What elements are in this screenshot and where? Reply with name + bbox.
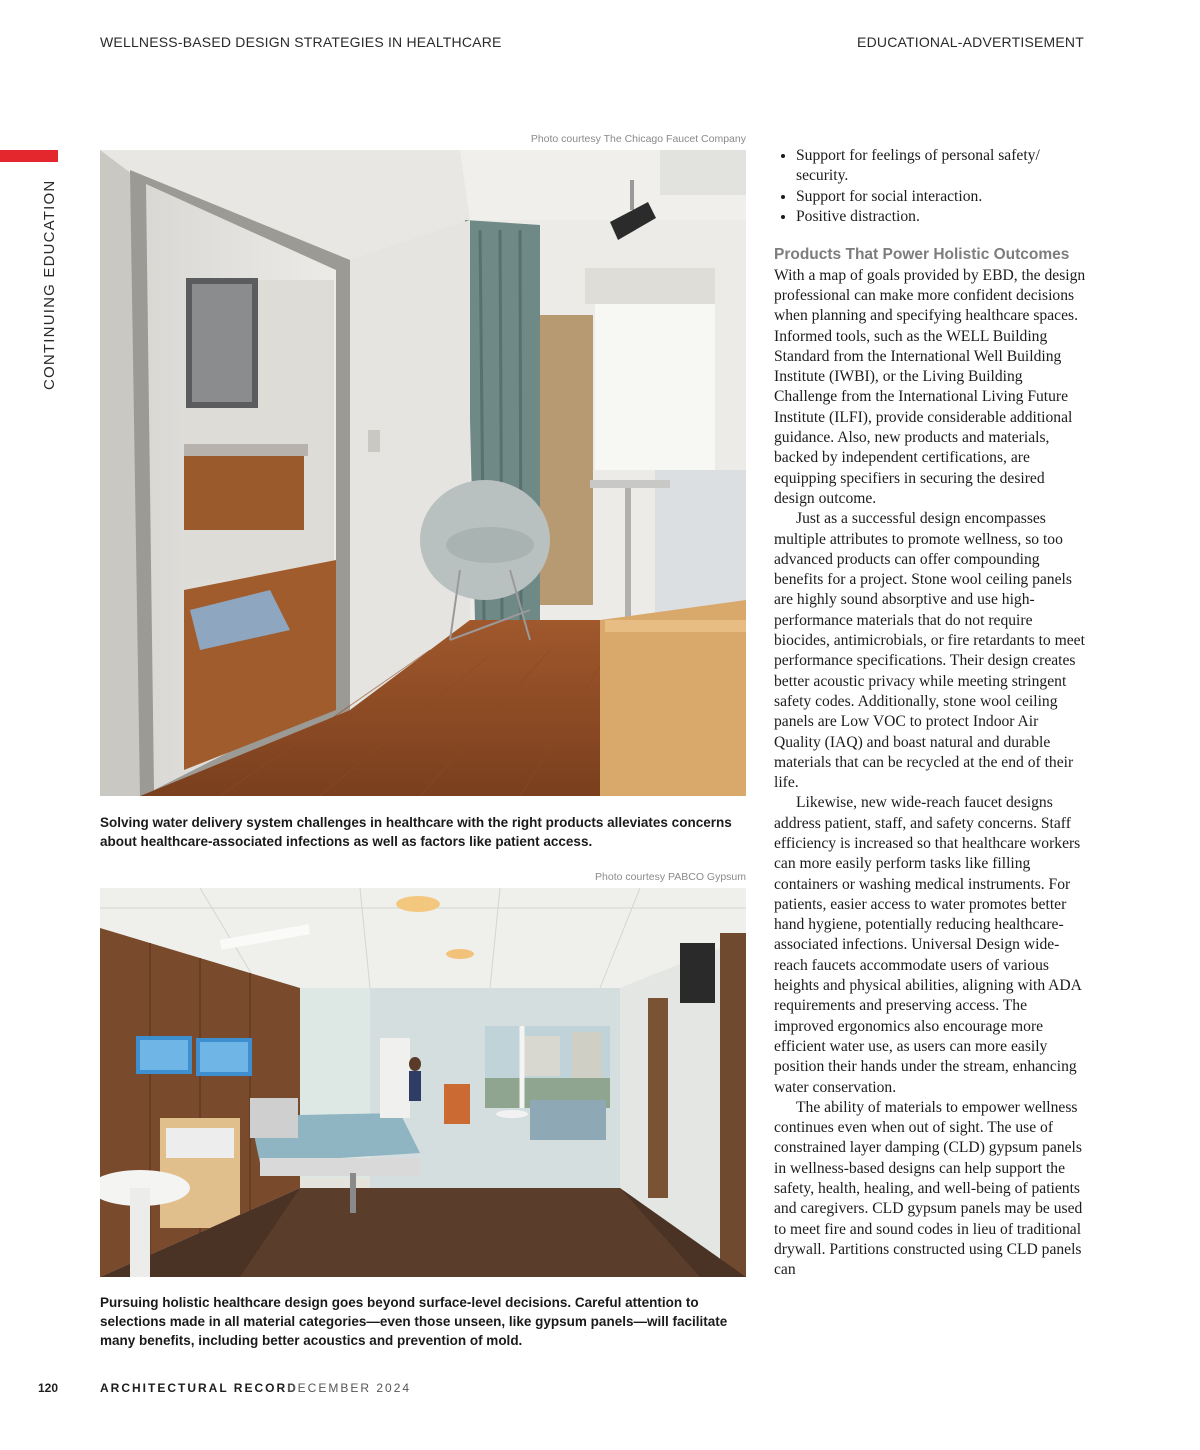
- page-number: 120: [38, 1381, 59, 1395]
- photo-credit-2: Photo courtesy PABCO Gypsum: [595, 871, 746, 883]
- photo-credit-1: Photo courtesy The Chicago Faucet Company: [530, 133, 746, 145]
- issue-date: DECEMBER 2024: [287, 1381, 412, 1395]
- article-column: [774, 146, 1086, 1281]
- body-paragraph: Just as a successful design encompasses multiple attributes to promote wellness, so too advanced products can offer compounding benefits for a project. Stone wool ceiling panels are highly sound absorptive and use high-performance materials that do not require biocides, antimicrobials, or fire retardants to meet performance specifications. Their design creates better acoustic privacy while meeting stringent safety codes. Additionally, stone wool ceiling panels are Low VOC to protect Indoor Air Quality (IAQ) and boast natural and durable materials that can be recycled at the end of their life.: [774, 510, 1085, 792]
- body-paragraph: The ability of materials to empower wellness continues even when out of sight. The use of constrained layer damping (CLD) gypsum panels in wellness-based designs can help support the safety, health, healing, and well-being of patients and caregivers. CLD gypsum panels may be used to meet fire and sound codes in lieu of traditional drywall. Partitions constructed using CLD panels can: [774, 1098, 1083, 1279]
- section-tab-marker: [0, 150, 58, 162]
- photo-caption-2: Pursuing holistic healthcare design goes beyond surface-level decisions. Careful attention to selections made in all material categories—even those unseen, like gypsum panels—will facilitate many benefits, including better acoustics and prevention of mold.: [100, 1295, 728, 1348]
- body-paragraph: Likewise, new wide-reach faucet designs address patient, staff, and safety concerns. Staff efficiency is increased so that healthcare workers can more easily perform tasks like filling containers or washing medical instruments. For patients, easier access to water promotes better hand hygiene, potentially reducing healthcare-associated infections. Universal Design wide-reach faucets accommodate users of various heights and physical abilities, aligning with ADA requirements and preserving access. The improved ergonomics also encourage more efficient water use, as users can more easily position their hands under the stream, enhancing water conservation.: [774, 794, 1082, 1096]
- body-paragraph: With a map of goals provided by EBD, the design professional can make more confident decisions when planning and specifying healthcare spaces. Informed tools, such as the WELL Building Standard from the International Well Building Institute (IWBI), or the Living Building Challenge from the International Living Future Institute (ILFI), provide considerable additional guidance. Also, new products and materials, backed by independent certifications, are equipping specifiers in securing the desired design outcome.: [774, 266, 1086, 507]
- publication-name: ARCHITECTURAL RECORD: [100, 1381, 298, 1395]
- bullet-item: • Support for feelings of personal safety/ security.: [796, 146, 1086, 187]
- bullet-item: • Support for social interaction.: [796, 187, 1086, 207]
- section-side-label: CONTINUING EDUCATION: [41, 179, 58, 390]
- bullet-item: • Positive distraction.: [796, 207, 1086, 227]
- running-header-title: WELLNESS-BASED DESIGN STRATEGIES IN HEALTHCARE: [100, 34, 502, 50]
- photo-patient-room: [100, 888, 746, 1277]
- section-heading: Products That Power Holistic Outcomes: [774, 246, 1070, 264]
- bullet-list: [774, 146, 1086, 227]
- photo-hospital-room-bathroom: [100, 150, 746, 796]
- running-header-label: EDUCATIONAL-ADVERTISEMENT: [857, 34, 1084, 50]
- photo-caption-1: Solving water delivery system challenges in healthcare with the right products alleviates concerns about healthcare-associated infections as well as factors like patient access.: [100, 815, 732, 849]
